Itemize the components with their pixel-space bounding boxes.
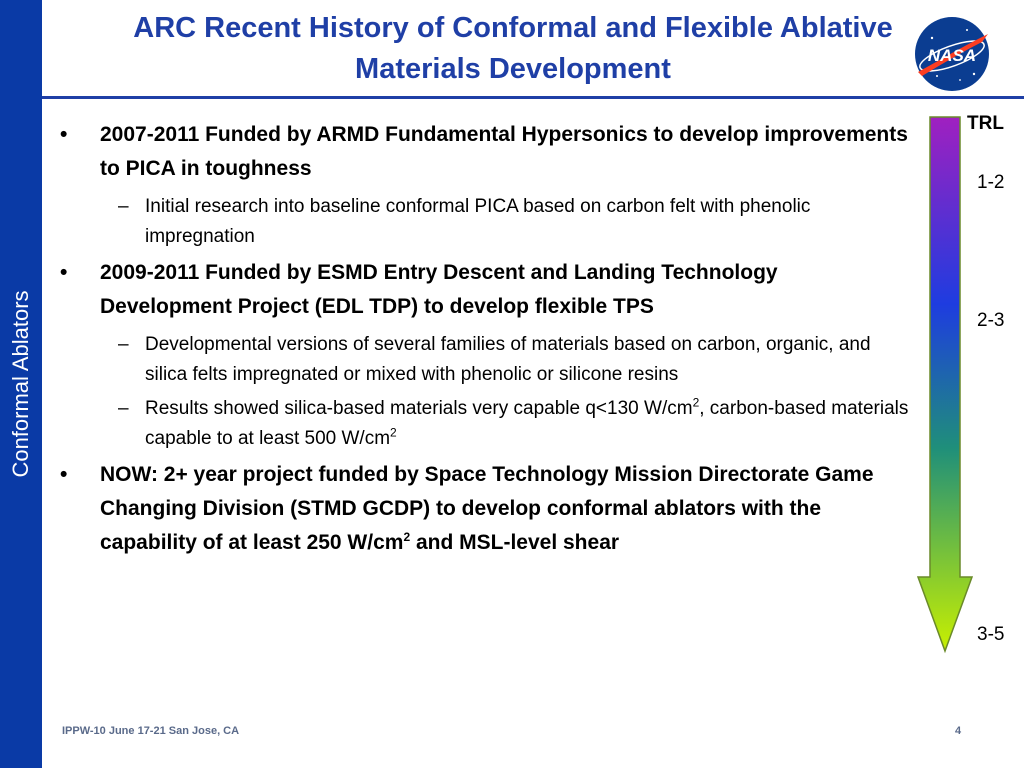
- footer-conference: IPPW-10 June 17-21 San Jose, CA: [62, 725, 240, 737]
- slide-title-line-1: ARC Recent History of Conformal and Flexible Ablative: [133, 12, 893, 44]
- dash-icon: –: [118, 398, 129, 419]
- sub-bullet-item: [60, 192, 910, 252]
- sub-bullet-item: [60, 330, 910, 390]
- slide-title: [100, 8, 926, 90]
- trl-level-label: 2-3: [977, 310, 1005, 331]
- trl-level-label: 1-2: [977, 172, 1005, 193]
- bullet-dot-icon: •: [60, 123, 68, 146]
- bullet-text: 2009-2011 Funded by ESMD Entry Descent and Landing Technology Development Project (EDL TDP) to develop flexible TPS: [100, 261, 778, 318]
- slide-title-line-2: Materials Development: [355, 53, 671, 85]
- sub-bullet-text: Developmental versions of several families of materials based on carbon, organic, and silica felts impregnated or mixed with phenolic or silicone resins: [145, 334, 871, 385]
- bullet-text-a: NOW: 2+ year project funded by Space Technology Mission Directorate Game Changing Division (STMD GCDP) to develop conformal ablators with the capability of at least 250 W/cm: [100, 463, 874, 554]
- trl-gradient-arrow: [905, 115, 975, 655]
- nasa-meatball-icon: [912, 14, 992, 94]
- bullet-item: [60, 256, 910, 324]
- dash-icon: –: [118, 196, 129, 217]
- trl-level-label: 3-5: [977, 624, 1005, 645]
- superscript: 2: [403, 530, 411, 544]
- bullet-dot-icon: •: [60, 261, 68, 284]
- nasa-logo-text: NASA: [927, 46, 977, 65]
- sub-bullet-text-a: Results showed silica-based materials very capable q<130 W/cm: [145, 398, 693, 419]
- bullet-item: [60, 458, 910, 560]
- superscript: 2: [390, 425, 397, 440]
- bullet-text: 2007-2011 Funded by ARMD Fundamental Hypersonics to develop improvements to PICA in toughness: [100, 123, 908, 180]
- superscript: 2: [692, 395, 700, 410]
- trl-title: TRL: [967, 113, 1004, 134]
- sub-bullet-text: Initial research into baseline conformal PICA based on carbon felt with phenolic impregnation: [145, 196, 811, 247]
- title-divider: [42, 96, 1024, 99]
- sidebar-band: [0, 0, 42, 768]
- dash-icon: –: [118, 334, 129, 355]
- sub-bullet-item: [60, 394, 910, 454]
- bullet-dot-icon: •: [60, 463, 68, 486]
- bullet-item: [60, 118, 910, 186]
- sidebar-label: Conformal Ablators: [8, 290, 33, 478]
- bullet-text-b: and MSL-level shear: [410, 531, 620, 554]
- page-number: 4: [955, 725, 962, 737]
- sub-bullet-text-b: , carbon-based materials capable to at least 500 W/cm: [145, 398, 909, 449]
- bullet-list: [60, 118, 910, 566]
